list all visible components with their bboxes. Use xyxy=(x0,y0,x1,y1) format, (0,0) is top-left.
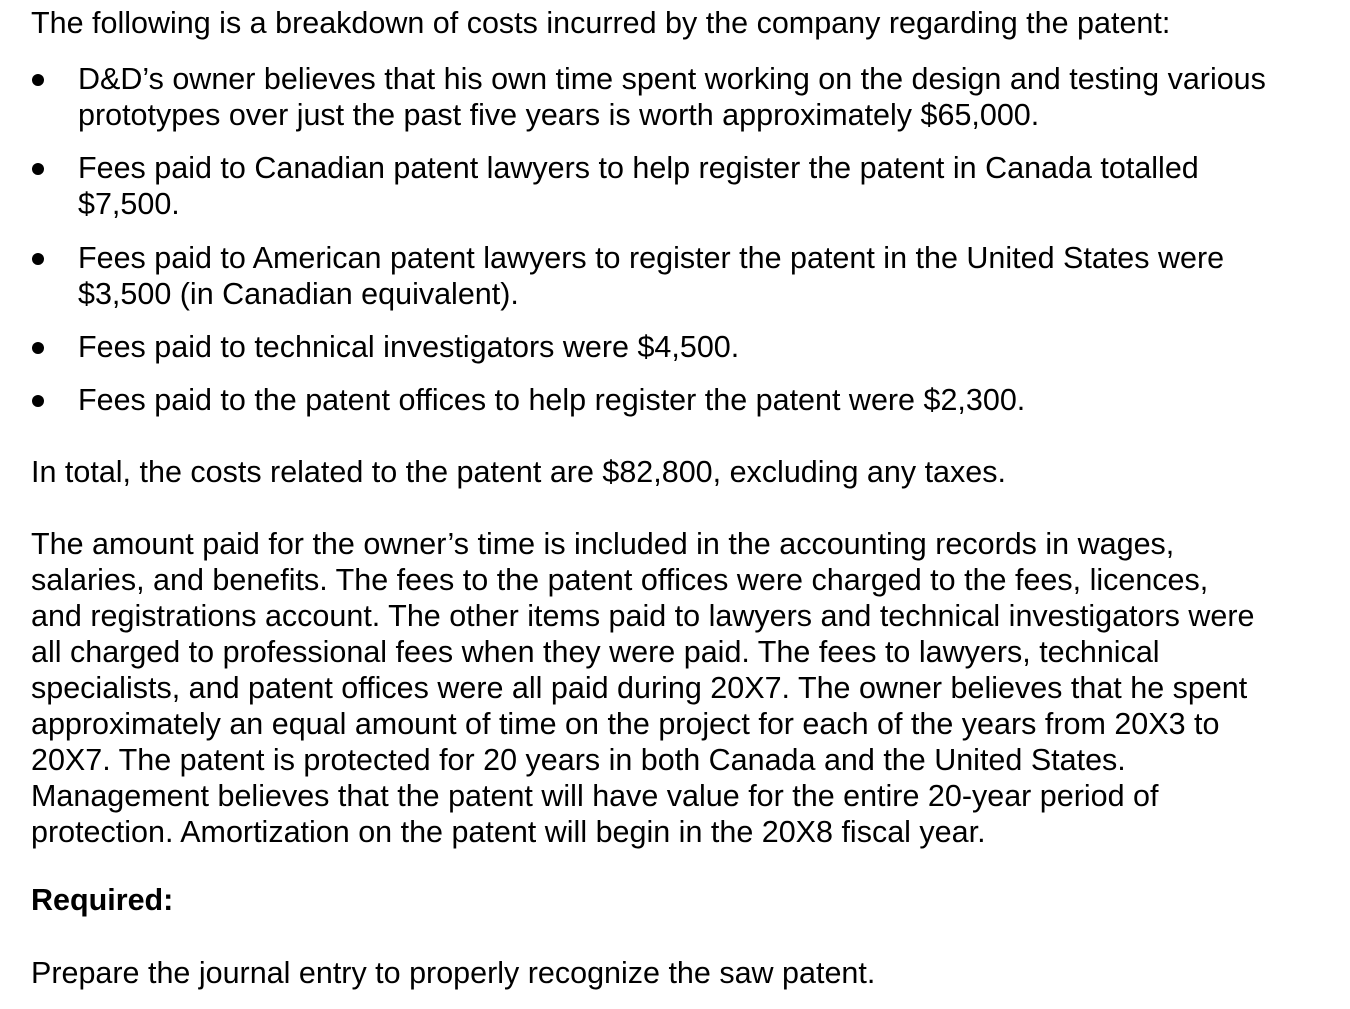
paragraph-line: 20X7. The patent is protected for 20 years in both Canada and the United States. xyxy=(31,743,1126,777)
paragraph-line: specialists, and patent offices were all paid during 20X7. The owner believes that he spent xyxy=(31,671,1248,705)
paragraph-line: approximately an equal amount of time on the project for each of the years from 20X3 to xyxy=(31,707,1220,741)
bullet-icon xyxy=(32,253,44,265)
list-item-line: Fees paid to the patent offices to help register the patent were $2,300. xyxy=(78,383,1026,417)
task-instruction: Prepare the journal entry to properly recognize the saw patent. xyxy=(31,956,876,990)
list-item-line: $7,500. xyxy=(78,187,180,221)
paragraph-line: all charged to professional fees when they were paid. The fees to lawyers, technical xyxy=(31,635,1160,669)
list-item-text xyxy=(78,61,1318,133)
bullet-icon xyxy=(32,163,44,175)
total-cost-statement: In total, the costs related to the patent are $82,800, excluding any taxes. xyxy=(31,455,1006,489)
list-item-text xyxy=(78,240,1318,312)
bullet-icon xyxy=(32,395,44,407)
paragraph-line: Management believes that the patent will have value for the entire 20-year period of xyxy=(31,779,1159,813)
list-item-line: D&D’s owner believes that his own time spent working on the design and testing various xyxy=(78,62,1266,96)
intro-text: The following is a breakdown of costs incurred by the company regarding the patent: xyxy=(31,6,1171,40)
list-item-text xyxy=(78,329,1318,365)
list-item-line: Fees paid to technical investigators were $4,500. xyxy=(78,330,740,364)
bullet-icon xyxy=(32,342,44,354)
paragraph-line: and registrations account. The other items paid to lawyers and technical investigators were xyxy=(31,599,1255,633)
list-item-line: Fees paid to Canadian patent lawyers to help register the patent in Canada totalled xyxy=(78,151,1199,185)
required-heading: Required: xyxy=(31,883,174,917)
accounting-explanation-paragraph xyxy=(31,526,1321,850)
list-item-line: prototypes over just the past five years is worth approximately $65,000. xyxy=(78,98,1040,132)
paragraph-line: protection. Amortization on the patent will begin in the 20X8 fiscal year. xyxy=(31,815,986,849)
bullet-icon xyxy=(32,74,44,86)
list-item-text xyxy=(78,150,1318,222)
list-item-text xyxy=(78,382,1318,418)
paragraph-line: salaries, and benefits. The fees to the patent offices were charged to the fees, licences, xyxy=(31,563,1209,597)
list-item-line: Fees paid to American patent lawyers to register the patent in the United States were xyxy=(78,241,1225,275)
paragraph-line: The amount paid for the owner’s time is included in the accounting records in wages, xyxy=(31,527,1175,561)
list-item-line: $3,500 (in Canadian equivalent). xyxy=(78,277,519,311)
